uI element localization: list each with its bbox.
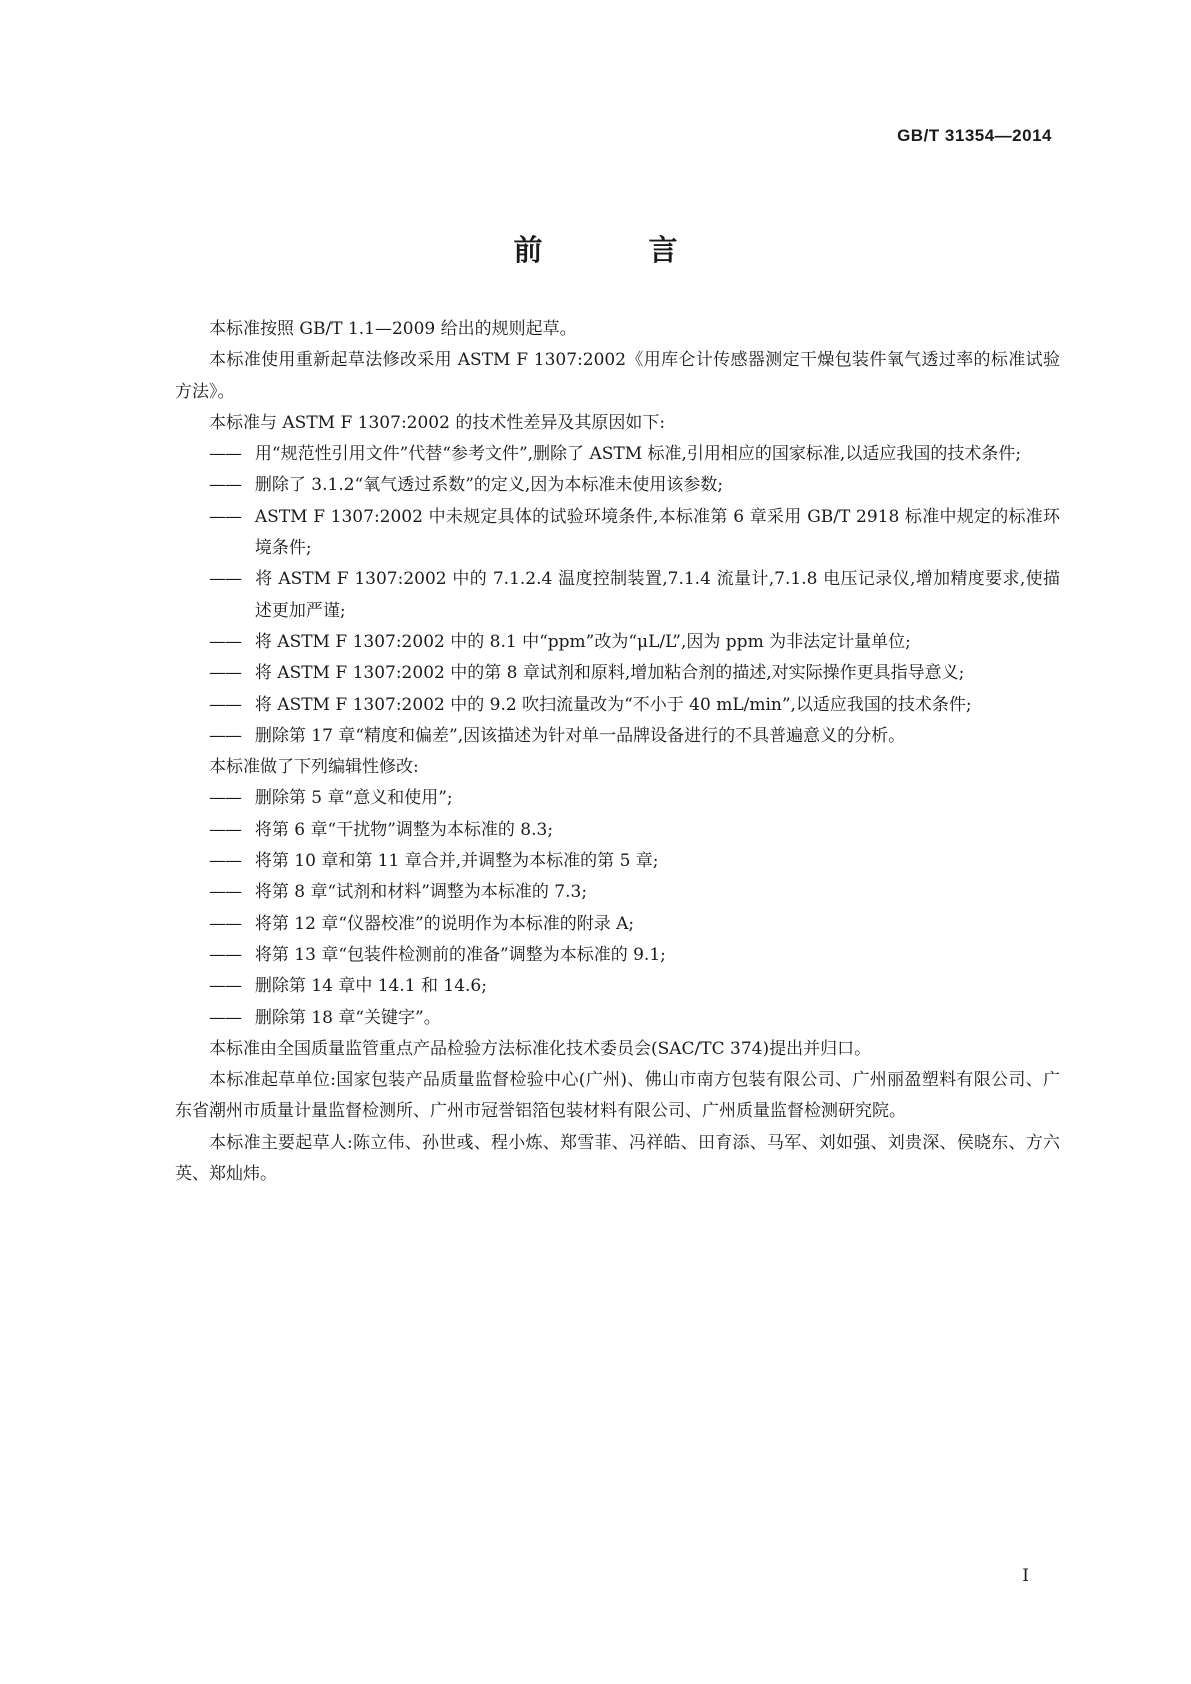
list-item-text: 将 ASTM F 1307:2002 中的 8.1 中“ppm”改为“μL/L”,因为 ppm 为非法定计量单位; <box>254 631 911 652</box>
standard-code: GB/T 31354—2014 <box>897 126 1052 145</box>
list-item-text: 将 ASTM F 1307:2002 中的 9.2 吹扫流量改为“不小于 40 mL/min”,以适应我国的技术条件; <box>254 694 972 715</box>
list-item <box>175 846 1060 877</box>
dash-marker: —— <box>209 1007 241 1028</box>
list-item <box>175 470 1060 501</box>
paragraph: 本标准按照 GB/T 1.1—2009 给出的规则起草。 <box>209 319 577 339</box>
list-item-text: 将第 6 章“干扰物”调整为本标准的 8.3; <box>254 819 554 840</box>
list-item <box>175 877 1060 908</box>
technical-differences-list <box>175 439 1060 752</box>
dash-marker: —— <box>209 788 241 809</box>
list-item <box>175 940 1060 971</box>
dash-marker: —— <box>209 694 241 715</box>
list-item <box>175 564 1060 627</box>
list-item <box>175 627 1060 658</box>
list-item-text: 将第 12 章“仪器校准”的说明作为本标准的附录 A; <box>254 913 635 934</box>
list-item-text: 将 ASTM F 1307:2002 中的第 8 章试剂和原料,增加粘合剂的描述,对实际操作更具指导意义; <box>254 663 965 684</box>
dash-marker: —— <box>209 725 241 746</box>
page-number: I <box>1022 1566 1029 1586</box>
dash-marker: —— <box>209 631 241 652</box>
list-item-text: 删除第 14 章中 14.1 和 14.6; <box>254 976 487 997</box>
dash-marker: —— <box>209 913 241 934</box>
list-item <box>175 658 1060 689</box>
dash-marker: —— <box>209 663 241 684</box>
list-item <box>175 502 1060 565</box>
dash-marker: —— <box>209 569 241 590</box>
list-item-text: 删除第 17 章“精度和偏差”,因该描述为针对单一品牌设备进行的不具普遍意义的分析。 <box>254 725 906 746</box>
paragraph: 本标准使用重新起草法修改采用 ASTM F 1307:2002《用库仑计传感器测定干燥包装件氧气透过率的标准试验方法》。 <box>175 350 1060 402</box>
page-title: 前 言 <box>513 233 726 267</box>
list-item-text: 用“规范性引用文件”代替“参考文件”,删除了 ASTM 标准,引用相应的国家标准,以适应我国的技术条件; <box>254 444 1022 465</box>
list-item-text: ASTM F 1307:2002 中未规定具体的试验环境条件,本标准第 6 章采用 GB/T 2918 标准中规定的标准环境条件; <box>254 506 1060 559</box>
list-item <box>175 815 1060 846</box>
list-item-text: 将 ASTM F 1307:2002 中的 7.1.2.4 温度控制装置,7.1.4 流量计,7.1.8 电压记录仪,增加精度要求,使描述更加严谨; <box>254 569 1060 621</box>
paragraph: 本标准主要起草人:陈立伟、孙世彧、程小炼、郑雪菲、冯祥皓、田育添、马军、刘如强、刘贵深、侯晓东、方六英、郑灿炜。 <box>175 1132 1060 1185</box>
dash-marker: —— <box>209 819 241 840</box>
list-item <box>175 721 1060 752</box>
list-item <box>175 439 1060 470</box>
list-item-text: 将第 13 章“包装件检测前的准备”调整为本标准的 9.1; <box>254 944 666 965</box>
list-item-text: 将第 10 章和第 11 章合并,并调整为本标准的第 5 章; <box>254 851 659 872</box>
editorial-changes-list <box>175 783 1060 1033</box>
dash-marker: —— <box>209 444 241 465</box>
paragraph: 本标准由全国质量监管重点产品检验方法标准化技术委员会(SAC/TC 374)提出并归口。 <box>209 1038 872 1059</box>
list-item <box>175 1003 1060 1034</box>
list-item <box>175 971 1060 1002</box>
list-item-text: 将第 8 章“试剂和材料”调整为本标准的 7.3; <box>254 882 588 903</box>
paragraph: 本标准起草单位:国家包装产品质量监督检验中心(广州)、佛山市南方包装有限公司、广州丽盈塑料有限公司、广东省潮州市质量计量监督检测所、广州市冠誉铝箔包装材料有限公司、广州质量监督检测研究院。 <box>175 1070 1060 1122</box>
dash-marker: —— <box>209 506 241 527</box>
list-item <box>175 690 1060 721</box>
dash-marker: —— <box>209 475 241 496</box>
list-item <box>175 909 1060 940</box>
dash-marker: —— <box>209 976 241 997</box>
list-item-text: 删除第 5 章“意义和使用”; <box>254 788 453 809</box>
paragraph: 本标准做了下列编辑性修改: <box>209 757 419 778</box>
paragraph: 本标准与 ASTM F 1307:2002 的技术性差异及其原因如下: <box>209 412 666 433</box>
list-item-text: 删除了 3.1.2“氧气透过系数”的定义,因为本标准未使用该参数; <box>254 475 724 496</box>
dash-marker: —— <box>209 882 241 903</box>
list-item-text: 删除第 18 章“关键字”。 <box>254 1007 441 1028</box>
dash-marker: —— <box>209 944 241 965</box>
document-body <box>175 314 1060 1190</box>
dash-marker: —— <box>209 851 241 872</box>
list-item <box>175 783 1060 814</box>
